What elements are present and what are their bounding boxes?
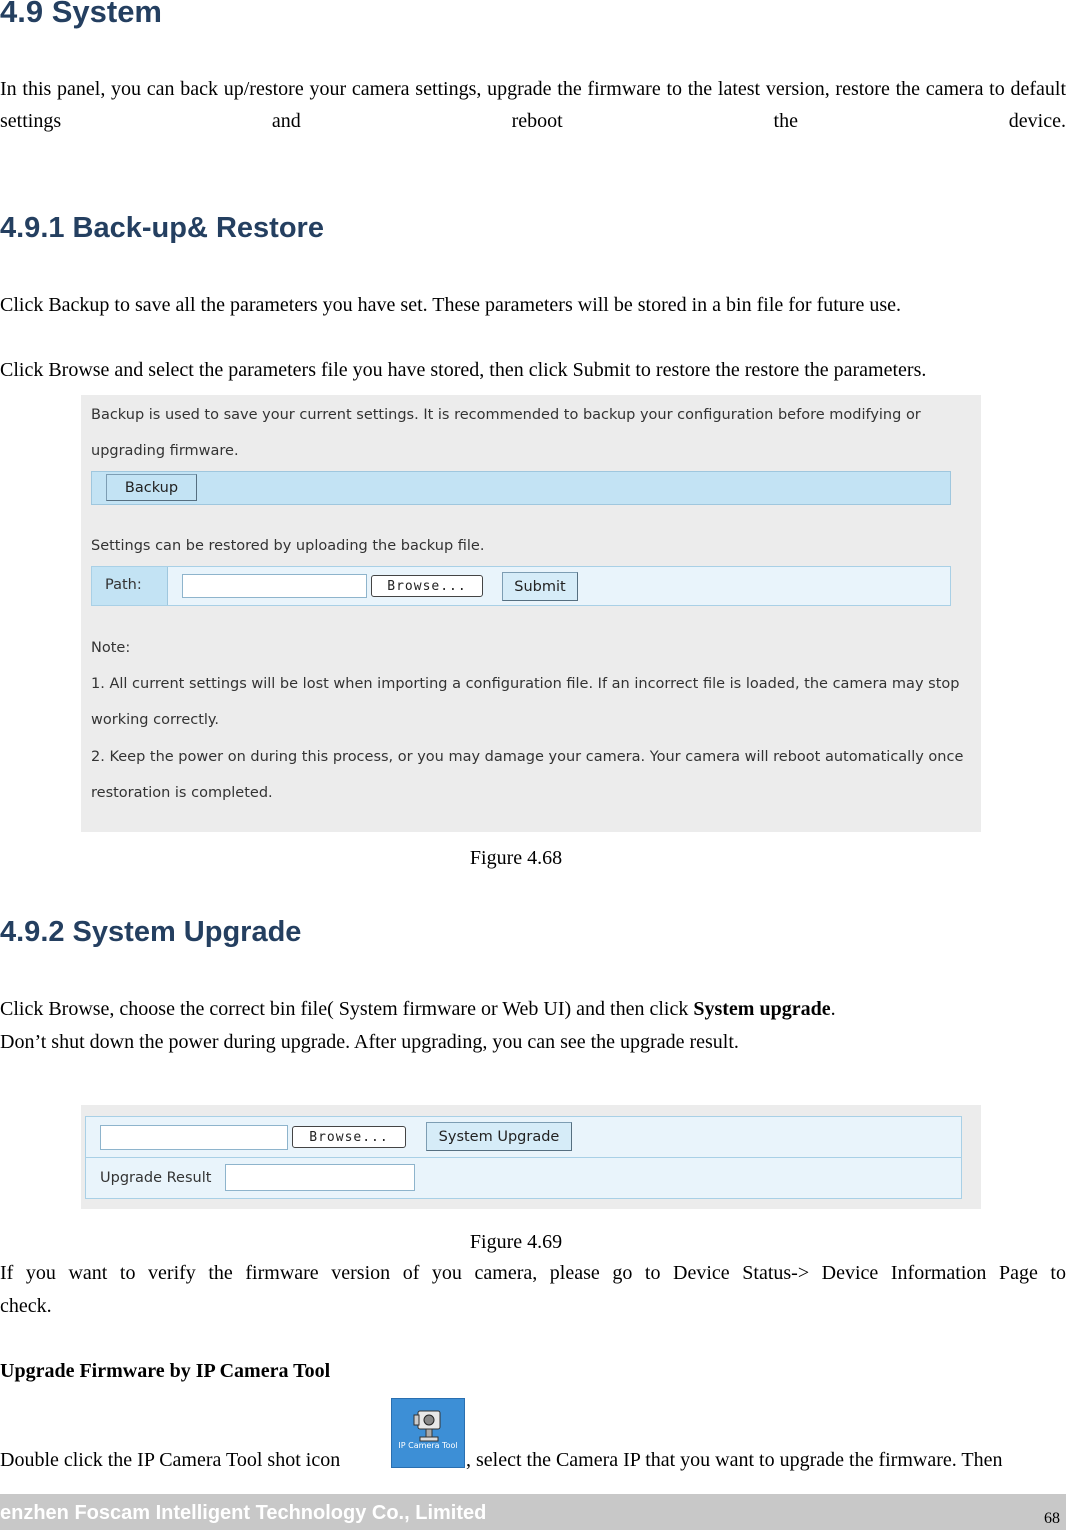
upgrade-para-2: Don’t shut down the power during upgrade. After upgrading, you can see the upgrade result. [0, 1031, 739, 1053]
upgrade-file-row [85, 1116, 962, 1158]
upgrade-para-1-prefix: Click Browse, choose the correct bin file( System firmware or Web UI) and then click [0, 998, 694, 1020]
backup-para: Click Backup to save all the parameters you have set. These parameters will be stored in a bin file for future use. [0, 294, 901, 316]
submit-button[interactable]: Submit [502, 572, 578, 601]
note-1-line2: working correctly. [91, 712, 220, 728]
path-label-cell [92, 567, 168, 605]
verify-line-2: check. [0, 1295, 52, 1317]
path-row [91, 566, 951, 606]
section-intro: In this panel, you can back up/restore your camera settings, upgrade the firmware to the latest version, restore the camera to default settings and reboot the device. [0, 78, 1066, 132]
upgrade-result-row [85, 1157, 962, 1199]
note-1-line1: 1. All current settings will be lost when importing a configuration file. If an incorrect file is loaded, the camera may stop [91, 676, 960, 692]
upgrade-result-label: Upgrade Result [100, 1170, 212, 1186]
path-input[interactable] [182, 574, 367, 598]
system-upgrade-button[interactable]: System Upgrade [426, 1122, 572, 1151]
section-intro-line1 [0, 73, 1066, 137]
upgrade-browse-button[interactable]: Browse... [292, 1126, 406, 1148]
upgrade-para-1-bold: System upgrade [693, 998, 831, 1020]
system-upgrade-title: 4.9.2 System Upgrade [0, 916, 302, 948]
figure-caption-469: Figure 4.69 [469, 1231, 563, 1253]
backup-description-2: upgrading firmware. [91, 443, 239, 459]
upgrade-result-field [225, 1164, 415, 1191]
figure-caption-468: Figure 4.68 [469, 847, 563, 869]
note-2-line1: 2. Keep the power on during this process, or you may damage your camera. Your camera will reboot automatically once [91, 749, 964, 765]
tool-heading: Upgrade Firmware by IP Camera Tool [0, 1360, 331, 1382]
backup-restore-title: 4.9.1 Back-up& Restore [0, 212, 324, 244]
tool-text-before: Double click the IP Camera Tool shot icon [0, 1449, 341, 1471]
backup-restore-panel [81, 395, 981, 832]
system-upgrade-panel [81, 1105, 981, 1209]
note-2-line2: restoration is completed. [91, 785, 273, 801]
path-label: Path: [105, 577, 142, 593]
backup-button[interactable]: Backup [106, 474, 197, 501]
note-title: Note: [91, 640, 131, 656]
browse-button[interactable]: Browse... [371, 575, 483, 597]
footer-bar [0, 1494, 1066, 1530]
restore-para: Click Browse and select the parameters file you have stored, then click Submit to restore the restore the parameters. [0, 359, 927, 381]
footer-company: enzhen Foscam Intelligent Technology Co., Limited [0, 1502, 487, 1524]
upgrade-para-1-suffix: . [830, 998, 836, 1020]
section-title: 4.9 System [0, 0, 162, 29]
restore-description: Settings can be restored by uploading the backup file. [91, 538, 485, 554]
tool-text-after: , select the Camera IP that you want to upgrade the firmware. Then [466, 1449, 1003, 1471]
verify-line-1: If you want to verify the firmware version of you camera, please go to Device Status-> Device Information Page to [0, 1262, 1066, 1284]
backup-description-1: Backup is used to save your current settings. It is recommended to backup your configuration before modifying or [91, 407, 921, 423]
ip-camera-tool-icon [391, 1398, 465, 1468]
ip-camera-tool-icon-label: IP Camera Tool [398, 1441, 458, 1450]
upgrade-para-1 [0, 993, 1066, 1025]
page-number: 68 [1044, 1510, 1060, 1527]
upgrade-file-input[interactable] [100, 1125, 288, 1150]
backup-row [91, 471, 951, 505]
